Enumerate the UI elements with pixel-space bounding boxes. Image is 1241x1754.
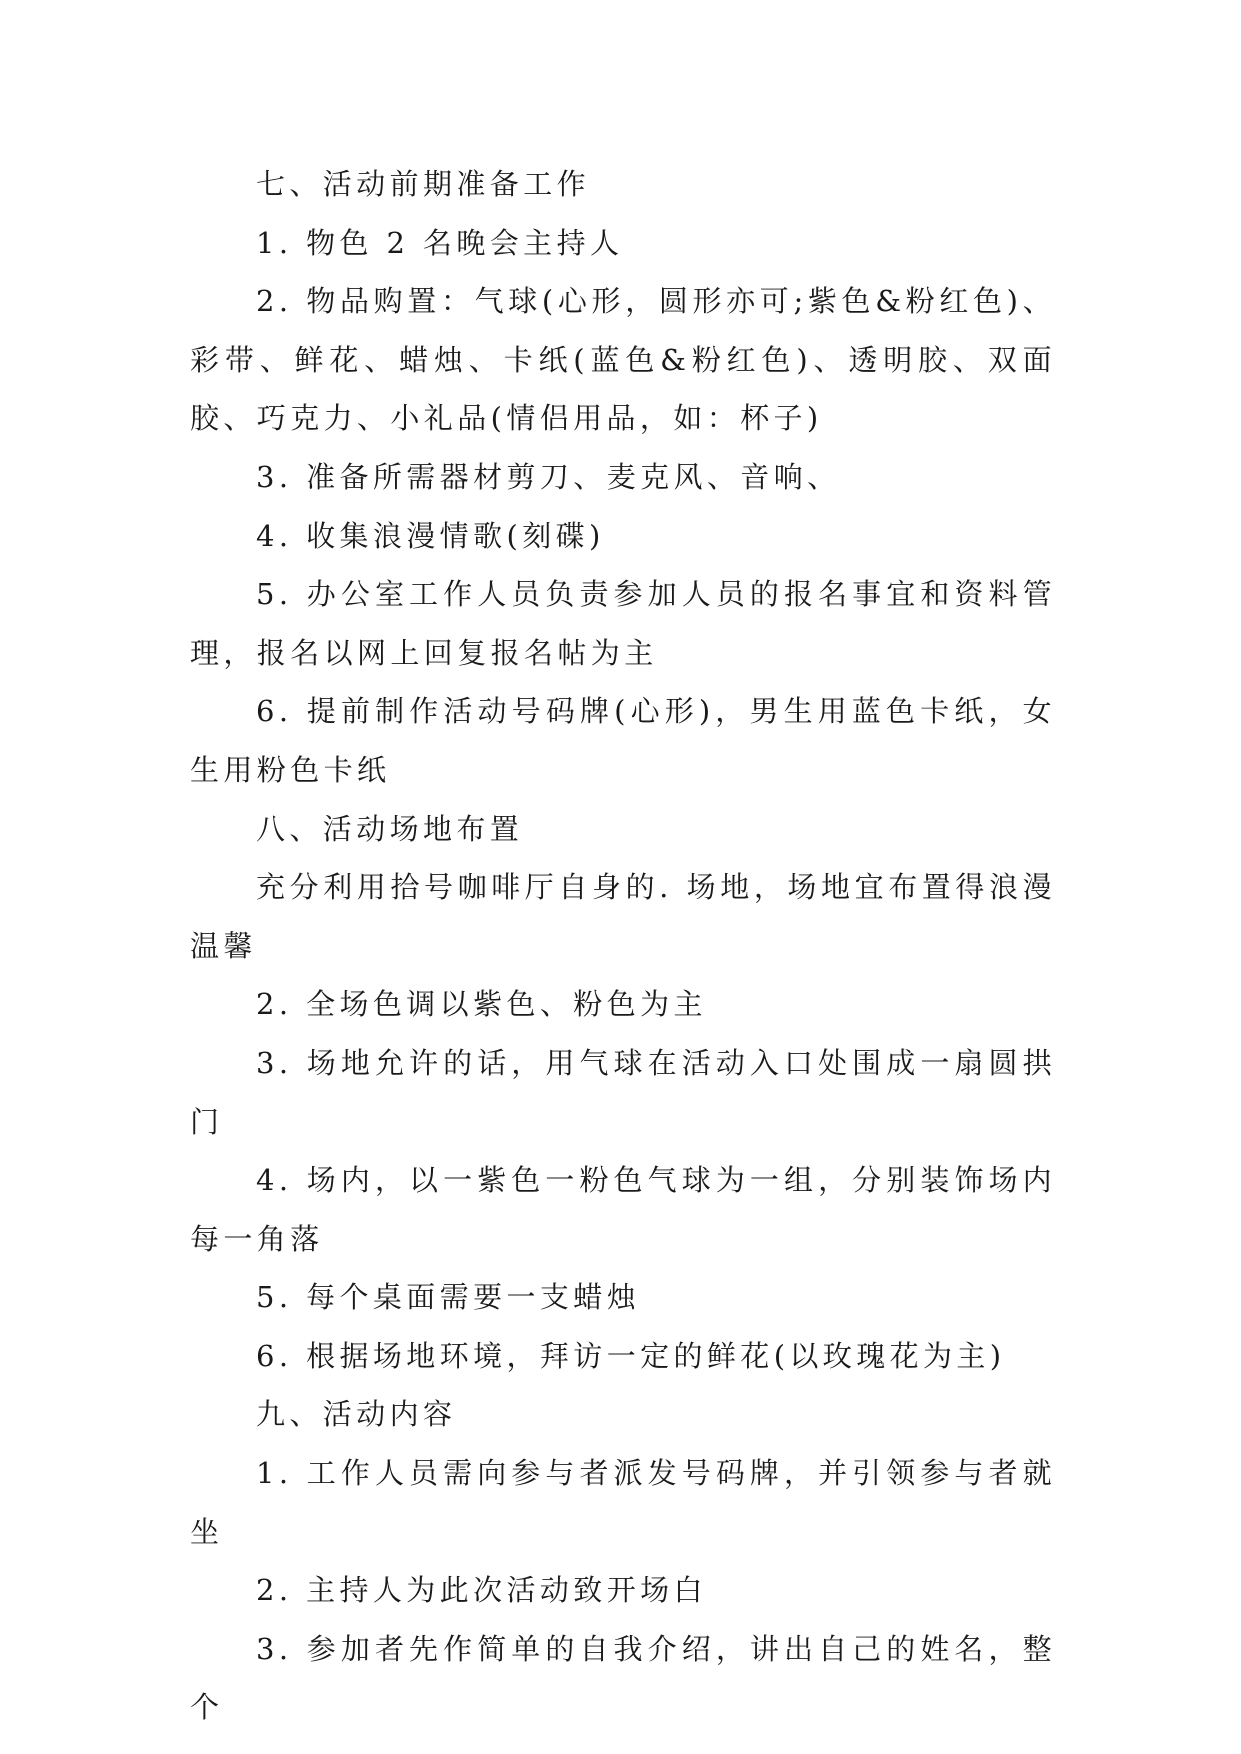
list-item: 3. 准备所需器材剪刀、麦克风、音响、 bbox=[256, 459, 841, 494]
list-item: 1. 工作人员需向参与者派发号码牌，并引领参与者就坐 bbox=[190, 1456, 1056, 1549]
section-heading-7: 七、活动前期准备工作 bbox=[256, 167, 591, 201]
list-item: 6. 提前制作活动号码牌(心形)，男生用蓝色卡纸，女生用粉色卡纸 bbox=[190, 694, 1056, 787]
list-item: 3. 场地允许的话，用气球在活动入口处围成一扇圆拱门 bbox=[190, 1045, 1056, 1139]
list-item: 2. 主持人为此次活动致开场白 bbox=[256, 1573, 707, 1608]
list-item: 5. 办公室工作人员负责参加人员的报名事宜和资料管理，报名以网上回复报名帖为主 bbox=[190, 577, 1056, 670]
document-body bbox=[190, 155, 1056, 1737]
list-item: 6. 根据场地环境，拜访一定的鲜花(以玫瑰花为主) bbox=[256, 1338, 1006, 1373]
list-item: 2. 物品购置：气球(心形，圆形亦可;紫色&粉红色)、彩带、鲜花、蜡烛、卡纸(蓝色&粉红色)、透明胶、双面胶、巧克力、小礼品(情侣用品，如：杯子) bbox=[190, 284, 1056, 436]
section-heading-9: 九、活动内容 bbox=[256, 1397, 457, 1432]
list-item: 1. 物色 2 名晚会主持人 bbox=[256, 225, 624, 260]
list-item: 充分利用拾号咖啡厅自身的. 场地，场地宜布置得浪漫温馨 bbox=[190, 870, 1056, 963]
list-item: 5. 每个桌面需要一支蜡烛 bbox=[256, 1280, 641, 1315]
list-item: 4. 场内，以一紫色一粉色气球为一组，分别装饰场内每一角落 bbox=[190, 1163, 1056, 1256]
section-heading-8: 八、活动场地布置 bbox=[256, 811, 524, 846]
list-item: 2. 全场色调以紫色、粉色为主 bbox=[256, 987, 707, 1022]
list-item: 4. 收集浪漫情歌(刻碟) bbox=[256, 518, 605, 553]
list-item: 3. 参加者先作简单的自我介绍，讲出自己的姓名，整个 bbox=[190, 1631, 1056, 1725]
